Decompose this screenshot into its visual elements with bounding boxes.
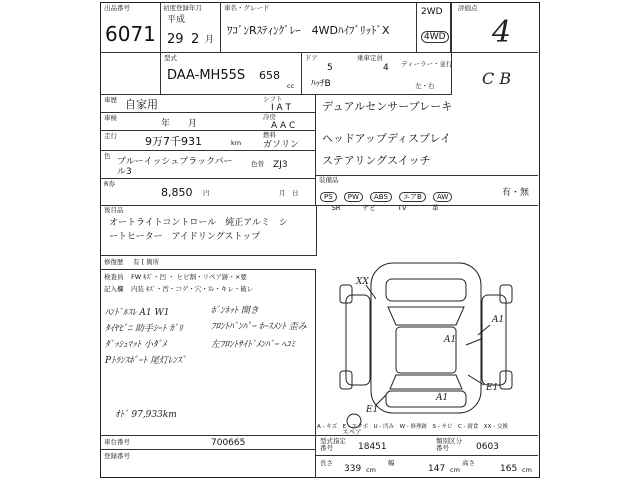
notes-block <box>101 205 538 255</box>
mileage-value: 9万7千931 <box>145 135 202 148</box>
width-label: 幅 <box>388 459 395 467</box>
divider <box>301 53 302 95</box>
mileage-row <box>101 131 316 151</box>
lot-label: 出品番号 <box>104 4 130 12</box>
recycle-value: 8,850 <box>161 186 193 199</box>
mark-line <box>478 325 490 335</box>
drive-2wd: 2WD <box>421 7 443 17</box>
class-label: 類別区分番号 <box>436 437 462 452</box>
drive-4wd-circled: 4WD <box>421 31 449 43</box>
equip-ps: PS <box>320 192 337 202</box>
mark-e1-left-rear: E1 <box>366 405 379 415</box>
equipment-label: 装備品 <box>319 176 339 184</box>
mark-xx: XX <box>356 277 369 287</box>
doors: 5 <box>327 63 333 73</box>
ac-value: A A C <box>271 121 296 131</box>
divider <box>316 206 317 256</box>
class-number: 0603 <box>476 442 499 452</box>
notes-line-1: オートライトコントロール 純正アルミ シ <box>109 218 288 228</box>
equip-pw: PW <box>344 192 363 202</box>
fuel-label: 燃料 <box>263 131 276 139</box>
spec-block <box>101 95 316 205</box>
date-label: 月 日 <box>279 189 299 197</box>
equip-navi: ナビ <box>362 204 377 212</box>
repair-label: 修復歴 <box>104 258 124 266</box>
tailgate-outline <box>386 391 466 407</box>
first-reg-cell <box>161 3 221 53</box>
inspector-row-1: FW ｷｽﾞ・凹 ・ ヒビ割・リペア跡・×要 <box>131 273 247 281</box>
type-value: DAA-MH55S <box>167 68 246 83</box>
feature-line-3: ステアリングスイッチ <box>322 154 431 167</box>
color-code: ZJ3 <box>273 160 288 170</box>
seats: 4 <box>383 63 389 73</box>
inspector-notes-label: 記入欄 <box>104 285 124 293</box>
handwritten-note-7: 左ﾌﾛﾝﾄｻｲﾄﾞﾒﾝﾊﾞｰ ﾍｺﾐ <box>211 340 295 350</box>
recycle-label: R券 <box>104 180 116 188</box>
doors-label: ドア <box>305 54 318 62</box>
car-outline-svg <box>316 255 538 435</box>
equip-abs: ABS <box>370 192 392 202</box>
mileage-label: 走行 <box>104 132 117 140</box>
inspection-row <box>101 113 316 131</box>
lot-cell <box>101 3 161 53</box>
handwritten-note-1: ﾊﾝﾄﾞﾙｽﾚ A1 W1 <box>105 308 170 318</box>
color-row <box>101 151 316 179</box>
chassis-number: 700665 <box>211 438 246 448</box>
shift-label: シフト <box>263 95 283 103</box>
yen-unit: 円 <box>203 189 210 197</box>
handwritten-note-6: ﾌﾛﾝﾄﾊﾞﾝﾊﾟｰ ﾎｰｽﾒﾝﾄ 歪み <box>211 322 307 332</box>
dimensions-row <box>316 456 538 478</box>
inspection-label: 車検 <box>104 114 117 122</box>
mark-a1-roof: A1 <box>444 335 457 345</box>
reg-label: 登録番号 <box>104 452 130 460</box>
model-label: 車名・グレード <box>224 4 270 12</box>
cert-row <box>316 436 538 456</box>
use-label: 車歴 <box>104 96 117 104</box>
drive-cell <box>417 3 451 53</box>
height-value: 165 <box>500 464 518 474</box>
inspector-row-2: 内装 ｷｽﾞ・汚・コゲ・穴・ｽﾚ・キレ・破レ <box>131 285 254 293</box>
mark-a1-right-front: A1 <box>492 315 505 325</box>
ac-label: 冷房 <box>263 113 276 121</box>
repair-row <box>101 255 316 269</box>
notes-label: 後目品 <box>104 206 124 214</box>
equip-tv: TV <box>397 204 407 212</box>
width-unit: cm <box>450 466 460 474</box>
notes-line-2: ートヒーター アイドリングストップ <box>109 232 261 242</box>
type-cert-number: 18451 <box>358 442 387 452</box>
reg-row <box>101 450 316 478</box>
type-label: 型式 <box>164 54 177 62</box>
length-unit: cm <box>366 466 376 474</box>
footer <box>101 435 538 477</box>
equipment-block <box>316 175 538 212</box>
displacement: 658 <box>259 69 280 82</box>
type-row <box>161 53 451 95</box>
use-value: 自家用 <box>125 98 158 111</box>
handwritten-odometer: ｵﾄﾞ 97,933km <box>115 410 177 420</box>
spare-label: スペア <box>342 428 362 436</box>
cc-unit: cc <box>287 82 295 90</box>
dealer-label: ディーラー・並行 <box>401 60 453 68</box>
features-block <box>316 95 538 175</box>
color-label: 色 <box>104 152 111 160</box>
km-unit: km <box>231 139 242 147</box>
interior-exterior-score: C B <box>482 69 512 88</box>
width-value: 147 <box>428 464 446 474</box>
year: 29 <box>167 32 184 47</box>
recycle-row <box>101 179 316 205</box>
length-value: 339 <box>344 464 362 474</box>
type-cert-label: 型式指定番号 <box>320 437 346 452</box>
body-type: ﾊｯﾁB <box>311 79 331 89</box>
handle-side: 左・右 <box>415 82 435 90</box>
feature-line-2: ヘッドアップディスプレイ <box>322 132 452 145</box>
auction-sheet <box>100 2 540 478</box>
mark-e1-right-rear: E1 <box>486 383 499 393</box>
height-unit: cm <box>522 466 532 474</box>
lot-extension <box>101 53 161 95</box>
equip-sr: SR <box>331 204 341 212</box>
month-unit: 月 <box>205 35 215 45</box>
color-value: ブルーイッシュブラックパール3 <box>117 157 233 177</box>
color-code-label: 色替 <box>251 160 264 168</box>
height-label: 高さ <box>462 459 475 467</box>
length-label: 長さ <box>320 459 333 467</box>
use-row <box>101 95 316 113</box>
manual-yes-no: 有・無 <box>502 188 530 198</box>
handwritten-note-2: ﾀｲﾔﾋﾞﾆ 助手ｼｰﾄ ｶﾞﾘ <box>105 324 183 334</box>
chassis-label: 車台番号 <box>104 438 130 446</box>
score-label: 評価点 <box>458 4 478 12</box>
model-name: ﾜｺﾞﾝRｽﾃｨﾝｸﾞﾚｰ 4WDﾊｲﾌﾞﾘｯﾄﾞX <box>227 24 390 37</box>
handwritten-note-4: Pﾄﾗﾝｽﾎﾟｰﾄ 尾灯ﾚﾝｽﾞ <box>105 356 186 366</box>
score-value: 4 <box>492 15 512 50</box>
inspector-block <box>101 269 316 435</box>
feature-line-1: デュアルセンサーブレーキ <box>322 100 453 113</box>
first-reg-label: 初度登録年月 <box>163 4 202 12</box>
shift-value: I A T <box>271 103 292 113</box>
handwritten-note-5: ﾎﾞﾝﾈｯﾄ 開き <box>211 306 259 316</box>
score-cell <box>451 3 538 95</box>
inspector-label: 検査員 <box>104 273 124 281</box>
month: 2 <box>191 32 200 47</box>
equip-airbag: エアB <box>399 192 426 202</box>
equip-aw: AW <box>433 192 452 202</box>
damage-legend: A ‐ キズ E ‐ エクボ U ‐ 凹み W ‐ 修理跡 S ‐ サビ C ‐ 腐食 XX ‐ 交換 <box>317 424 508 430</box>
windshield-outline <box>388 307 464 325</box>
chassis-row <box>101 436 316 450</box>
handwritten-note-3: ﾀﾞｯｼｭﾏｯﾄ 小ﾀﾞﾒ <box>105 340 167 350</box>
car-diagram <box>316 255 538 435</box>
inspection-value: 年 月 <box>161 119 198 129</box>
roof-outline <box>396 327 456 373</box>
seats-label: 乗車定員 <box>357 54 383 62</box>
era: 平成 <box>167 15 186 25</box>
mark-a1-rear: A1 <box>436 393 449 403</box>
hood-outline <box>386 279 466 301</box>
lot-number: 6071 <box>105 22 156 46</box>
mark-line <box>376 395 386 405</box>
fuel-value: ガソリン <box>263 140 300 150</box>
equip-leather: 革 <box>431 204 439 212</box>
repair-value: 有 [ 箇所 <box>133 258 160 266</box>
rear-window-outline <box>390 375 462 389</box>
model-cell <box>221 3 417 53</box>
mark-line <box>466 339 481 345</box>
